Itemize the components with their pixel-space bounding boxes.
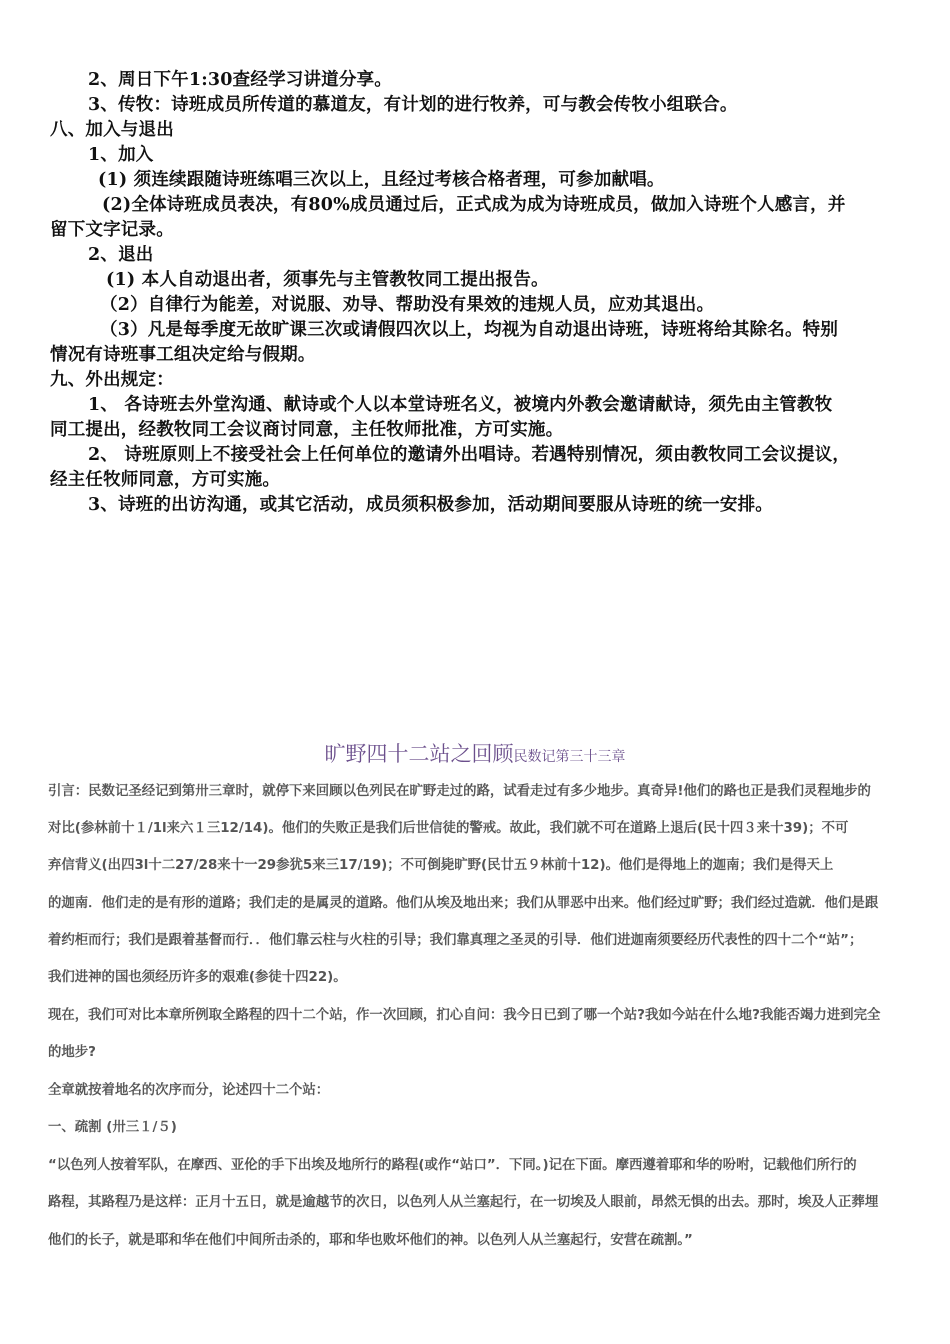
article-line: 着约柜而行；我们是跟着基督而行．．他们靠云柱与火柱的引导；我们靠真理之圣灵的引导．他们进迦南须要经历代表性的四十二个“站”；	[48, 933, 863, 948]
paragraph-line: （2）自律行为能差，对说服、劝导、帮助没有果效的违规人员，应劝其退出。	[100, 295, 715, 315]
paragraph-line: 2、 诗班原则上不接受社会上任何单位的邀请外出唱诗。若遇特别情况，须由教牧同工会议提议，	[88, 445, 851, 465]
article-line: 他们的长子，就是耶和华在他们中间所击杀的，耶和华也败坏他们的神。以色列人从兰塞起行，安营在疏割。”	[48, 1233, 693, 1248]
paragraph-line: 3、传牧：诗班成员所传道的慕道友，有计划的进行牧养，可与教会传牧小组联合。	[88, 95, 738, 115]
article-line: 我们进神的国也须经历许多的艰难(参徒十四22)。	[48, 970, 347, 985]
section-heading: 九、外出规定：	[50, 370, 174, 390]
article-line: 路程，其路程乃是这样：正月十五日，就是逾越节的次日，以色列人从兰塞起行，在一切埃及人眼前，昂然无惧的出去。那时，埃及人正葬埋	[48, 1195, 879, 1210]
paragraph-line: (2)全体诗班成员表决，有80%成员通过后，正式成为成为诗班成员，做加入诗班个人感言，并	[102, 195, 846, 215]
article-subheading: 一、疏割 (卅三１/５)	[48, 1120, 177, 1135]
paragraph-line: 2、周日下午1:30查经学习讲道分享。	[88, 70, 392, 90]
paragraph-line: （3）凡是每季度无故旷课三次或请假四次以上，均视为自动退出诗班，诗班将给其除名。特别	[100, 320, 839, 340]
paragraph-line: 3、诗班的出访沟通，或其它活动，成员须积极参加，活动期间要服从诗班的统一安排。	[88, 495, 773, 515]
subsection-heading: 2、退出	[88, 245, 154, 265]
article-line: 的迦南．他们走的是有形的道路；我们走的是属灵的道路。他们从埃及地出来；我们从罪恶中出来。他们经过旷野；我们经过造就．他们是跟	[48, 896, 879, 911]
article-line: 对比(参林前十１/1l来六１三12/14)。他们的失败正是我们后世信徒的警戒。故此，我们就不可在道路上退后(民十四３来十39)；不可	[48, 821, 849, 836]
article-line: 的地步?	[48, 1045, 96, 1060]
paragraph-line: 留下文字记录。	[50, 220, 174, 240]
article-line: 弃信背义(出四3l十二27/28来十一29参犹5来三17/19)；不可倒毙旷野(民廿五９林前十12)。他们是得地上的迦南；我们是得天上	[48, 858, 834, 873]
paragraph-line: 1、 各诗班去外堂沟通、献诗或个人以本堂诗班名义，被境内外教会邀请献诗，须先由主管教牧	[88, 395, 833, 415]
paragraph-line: (1) 须连续跟随诗班练唱三次以上，且经过考核合格者理，可参加献唱。	[98, 170, 665, 190]
paragraph-line: 经主任牧师同意，方可实施。	[50, 470, 281, 490]
paragraph-line: 情况有诗班事工组决定给与假期。	[50, 345, 316, 365]
article-line: “以色列人按着军队，在摩西、亚伦的手下出埃及地所行的路程(或作“站口”．下同。)记在下面。摩西遵着耶和华的吩咐，记载他们所行的	[48, 1158, 857, 1173]
subsection-heading: 1、加入	[88, 145, 154, 165]
paragraph-line: 同工提出，经教牧同工会议商讨同意，主任牧师批准，方可实施。	[50, 420, 564, 440]
article-line: 全章就按着地名的次序而分，论述四十二个站：	[48, 1083, 330, 1098]
article-title	[0, 738, 950, 768]
article-line: 引言：民数记圣经记到第卅三章时，就停下来回顾以色列民在旷野走过的路，试看走过有多少地步。真奇异!他们的路也正是我们灵程地步的	[48, 784, 871, 799]
article-title-main: 旷野四十二站之回顾	[324, 742, 514, 766]
article-line: 现在，我们可对比本章所例取全路程的四十二个站，作一次回顾，扪心自问：我今日已到了哪一个站?我如今站在什么地?我能否竭力进到完全	[48, 1008, 881, 1023]
paragraph-line: (1) 本人自动退出者，须事先与主管教牧同工提出报告。	[106, 270, 549, 290]
article-title-subtitle: 民数记第三十三章	[513, 749, 626, 765]
section-heading: 八、加入与退出	[50, 120, 174, 140]
